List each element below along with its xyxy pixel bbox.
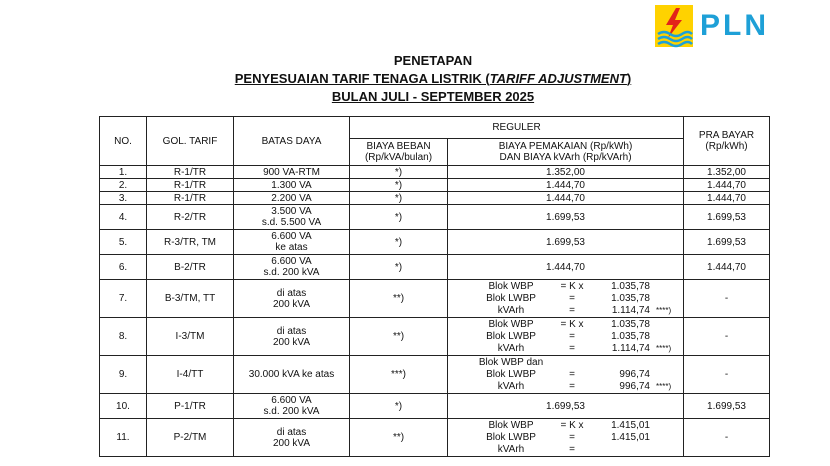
- blok-line: [476, 357, 680, 369]
- cell-pra-bayar: -: [684, 356, 770, 394]
- blok-value: 996,74: [619, 369, 650, 380]
- cell-biaya-pemakaian: 1.699,53: [448, 205, 684, 230]
- blok-line: [476, 343, 680, 355]
- cell-no: 10.: [100, 394, 147, 419]
- blok-eq: = K x: [560, 281, 584, 292]
- blok-line: [476, 293, 680, 305]
- batas-daya-line: 30.000 kVA ke atas: [248, 369, 335, 380]
- cell-batas-daya: [234, 205, 350, 230]
- blok-label: Blok WBP: [488, 319, 534, 330]
- blok-eq: =: [569, 444, 575, 455]
- header-batas-daya: BATAS DAYA: [234, 117, 350, 166]
- cell-batas-daya: [234, 280, 350, 318]
- header-no: NO.: [100, 117, 147, 166]
- blok-value: 1.415,01: [611, 432, 650, 443]
- table-row: [100, 318, 770, 356]
- batas-daya-line: 6.600 VA: [271, 256, 312, 267]
- table-row: [100, 255, 770, 280]
- title-line-1: PENETAPAN: [393, 53, 473, 68]
- cell-no: 5.: [100, 230, 147, 255]
- batas-daya-line: s.d. 5.500 VA: [261, 217, 322, 228]
- cell-no: 1.: [100, 166, 147, 179]
- cell-biaya-beban: *): [350, 255, 448, 280]
- blok-footnote: ****): [656, 344, 672, 353]
- batas-daya-line: 200 kVA: [272, 298, 311, 310]
- cell-batas-daya: [234, 394, 350, 419]
- tariff-table-body: [100, 166, 770, 457]
- cell-biaya-pemakaian-blok: [448, 356, 684, 394]
- title-line-3: BULAN JULI - SEPTEMBER 2025: [331, 89, 535, 104]
- cell-gol-tarif: I-4/TT: [147, 356, 234, 394]
- table-row: [100, 205, 770, 230]
- header-biaya-beban-line-2: (Rp/kVA/bulan): [364, 152, 433, 163]
- cell-batas-daya: [234, 192, 350, 205]
- batas-daya-line: ke atas: [275, 242, 308, 253]
- blok-label: Blok LWBP: [486, 331, 536, 342]
- blok-label: kVArh: [497, 381, 525, 392]
- batas-daya-line: 6.600 VA: [271, 395, 312, 406]
- title-line-2-part-c: ): [626, 71, 632, 86]
- cell-no: 8.: [100, 318, 147, 356]
- cell-no: 11.: [100, 419, 147, 457]
- cell-gol-tarif: P-1/TR: [147, 394, 234, 419]
- cell-biaya-beban: **): [350, 318, 448, 356]
- cell-biaya-pemakaian-blok: [448, 280, 684, 318]
- blok-line: [476, 432, 680, 444]
- cell-no: 2.: [100, 179, 147, 192]
- cell-pra-bayar: 1.699,53: [684, 230, 770, 255]
- blok-eq: =: [569, 293, 575, 304]
- cell-batas-daya: [234, 419, 350, 457]
- cell-no: 6.: [100, 255, 147, 280]
- table-row: [100, 166, 770, 179]
- document-titles: [0, 52, 830, 106]
- pln-logo: [654, 4, 769, 48]
- cell-no: 4.: [100, 205, 147, 230]
- blok-line: [476, 369, 680, 381]
- cell-batas-daya: [234, 230, 350, 255]
- blok-label: Blok WBP dan: [478, 357, 544, 368]
- cell-biaya-pemakaian: 1.444,70: [448, 192, 684, 205]
- blok-value: 1.114,74: [611, 343, 650, 354]
- cell-gol-tarif: R-1/TR: [147, 192, 234, 205]
- batas-daya-line: 3.500 VA: [271, 206, 312, 217]
- blok-eq: =: [569, 381, 575, 392]
- cell-biaya-pemakaian-blok: [448, 419, 684, 457]
- cell-batas-daya: [234, 166, 350, 179]
- blok-eq: =: [569, 343, 575, 354]
- cell-pra-bayar: -: [684, 318, 770, 356]
- blok-line: [476, 305, 680, 317]
- table-row: [100, 394, 770, 419]
- batas-daya-line: s.d. 200 kVA: [263, 267, 320, 278]
- header-biaya-pemakaian-line-1: BIAYA PEMAKAIAN (Rp/kWh): [498, 141, 633, 152]
- cell-pra-bayar: 1.444,70: [684, 192, 770, 205]
- cell-batas-daya: [234, 255, 350, 280]
- cell-gol-tarif: R-3/TR, TM: [147, 230, 234, 255]
- pln-brand-text: PLN: [700, 9, 769, 42]
- cell-biaya-beban: **): [350, 280, 448, 318]
- cell-biaya-pemakaian: 1.352,00: [448, 166, 684, 179]
- cell-batas-daya: [234, 318, 350, 356]
- header-biaya-pemakaian: [448, 139, 684, 166]
- blok-value: 1.035,78: [611, 331, 650, 342]
- blok-eq: = K x: [560, 319, 584, 330]
- blok-line: [476, 381, 680, 393]
- cell-gol-tarif: R-1/TR: [147, 179, 234, 192]
- cell-biaya-beban: ***): [350, 356, 448, 394]
- blok-label: Blok LWBP: [486, 369, 536, 380]
- pln-lightning-logo-icon: [654, 4, 694, 48]
- blok-line: [476, 331, 680, 343]
- batas-daya-line: di atas: [276, 426, 307, 438]
- batas-daya-line: 2.200 VA: [271, 192, 312, 204]
- table-row: [100, 179, 770, 192]
- table-row: [100, 192, 770, 205]
- header-biaya-pemakaian-line-2: DAN BIAYA kVArh (Rp/kVArh): [499, 152, 632, 163]
- table-row: [100, 230, 770, 255]
- tariff-table: [99, 116, 770, 457]
- cell-pra-bayar: 1.352,00: [684, 166, 770, 179]
- header-pra-bayar-line-1: PRA BAYAR: [698, 130, 755, 141]
- blok-line: [476, 319, 680, 331]
- blok-eq: =: [569, 369, 575, 380]
- batas-daya-line: di atas: [276, 325, 307, 337]
- header-biaya-beban-line-1: BIAYA BEBAN: [366, 141, 431, 152]
- cell-pra-bayar: -: [684, 419, 770, 457]
- batas-daya-line: 1.300 VA: [271, 179, 312, 191]
- batas-daya-line: 6.600 VA: [271, 231, 312, 242]
- batas-daya-line: di atas: [276, 287, 307, 299]
- header-pra-bayar-line-2: (Rp/kWh): [705, 141, 748, 152]
- cell-pra-bayar: 1.444,70: [684, 255, 770, 280]
- cell-gol-tarif: R-1/TR: [147, 166, 234, 179]
- batas-daya-line: 200 kVA: [272, 437, 311, 449]
- cell-pra-bayar: 1.699,53: [684, 394, 770, 419]
- batas-daya-line: 900 VA-RTM: [263, 166, 320, 178]
- cell-biaya-beban: *): [350, 166, 448, 179]
- cell-biaya-beban: **): [350, 419, 448, 457]
- cell-batas-daya: [234, 356, 350, 394]
- blok-label: kVArh: [497, 444, 525, 455]
- header-gol-tarif: GOL. TARIF: [147, 117, 234, 166]
- table-row: [100, 280, 770, 318]
- blok-footnote: ****): [656, 382, 672, 391]
- batas-daya-line: s.d. 200 kVA: [263, 406, 320, 417]
- cell-biaya-pemakaian: 1.699,53: [448, 394, 684, 419]
- blok-value: 1.035,78: [611, 293, 650, 304]
- batas-daya-line: 200 kVA: [272, 336, 311, 348]
- title-line-2-italic: TARIFF ADJUSTMENT: [489, 71, 627, 86]
- cell-pra-bayar: 1.699,53: [684, 205, 770, 230]
- blok-label: kVArh: [497, 305, 525, 316]
- blok-value: 1.114,74: [611, 305, 650, 316]
- cell-biaya-pemakaian: 1.444,70: [448, 255, 684, 280]
- blok-value: 1.035,78: [611, 319, 650, 330]
- cell-biaya-pemakaian: 1.699,53: [448, 230, 684, 255]
- cell-gol-tarif: B-3/TM, TT: [147, 280, 234, 318]
- blok-value: 1.415,01: [611, 420, 650, 431]
- blok-eq: =: [569, 305, 575, 316]
- cell-no: 9.: [100, 356, 147, 394]
- cell-biaya-pemakaian: 1.444,70: [448, 179, 684, 192]
- cell-biaya-beban: *): [350, 230, 448, 255]
- blok-line: [476, 444, 680, 456]
- blok-label: Blok WBP: [488, 420, 534, 431]
- cell-gol-tarif: I-3/TM: [147, 318, 234, 356]
- cell-no: 3.: [100, 192, 147, 205]
- header-reguler: REGULER: [350, 117, 684, 139]
- header-biaya-beban: [350, 139, 448, 166]
- header-pra-bayar: [684, 117, 770, 166]
- blok-eq: =: [569, 331, 575, 342]
- blok-label: kVArh: [497, 343, 525, 354]
- blok-label: Blok LWBP: [486, 432, 536, 443]
- blok-eq: =: [569, 432, 575, 443]
- cell-gol-tarif: R-2/TR: [147, 205, 234, 230]
- cell-biaya-beban: *): [350, 205, 448, 230]
- cell-biaya-beban: *): [350, 179, 448, 192]
- blok-value: 996,74: [619, 381, 650, 392]
- blok-line: [476, 420, 680, 432]
- cell-biaya-pemakaian-blok: [448, 318, 684, 356]
- cell-biaya-beban: *): [350, 192, 448, 205]
- cell-pra-bayar: 1.444,70: [684, 179, 770, 192]
- title-line-2-part-a: PENYESUAIAN TARIF TENAGA LISTRIK (: [234, 71, 490, 86]
- cell-no: 7.: [100, 280, 147, 318]
- table-row: [100, 356, 770, 394]
- cell-pra-bayar: -: [684, 280, 770, 318]
- cell-gol-tarif: P-2/TM: [147, 419, 234, 457]
- cell-batas-daya: [234, 179, 350, 192]
- blok-line: [476, 281, 680, 293]
- blok-value: 1.035,78: [611, 281, 650, 292]
- cell-biaya-beban: *): [350, 394, 448, 419]
- cell-gol-tarif: B-2/TR: [147, 255, 234, 280]
- title-line-2: [0, 70, 830, 88]
- table-row: [100, 419, 770, 457]
- blok-footnote: ****): [656, 306, 672, 315]
- blok-label: Blok LWBP: [486, 293, 536, 304]
- blok-label: Blok WBP: [488, 281, 534, 292]
- blok-eq: = K x: [560, 420, 584, 431]
